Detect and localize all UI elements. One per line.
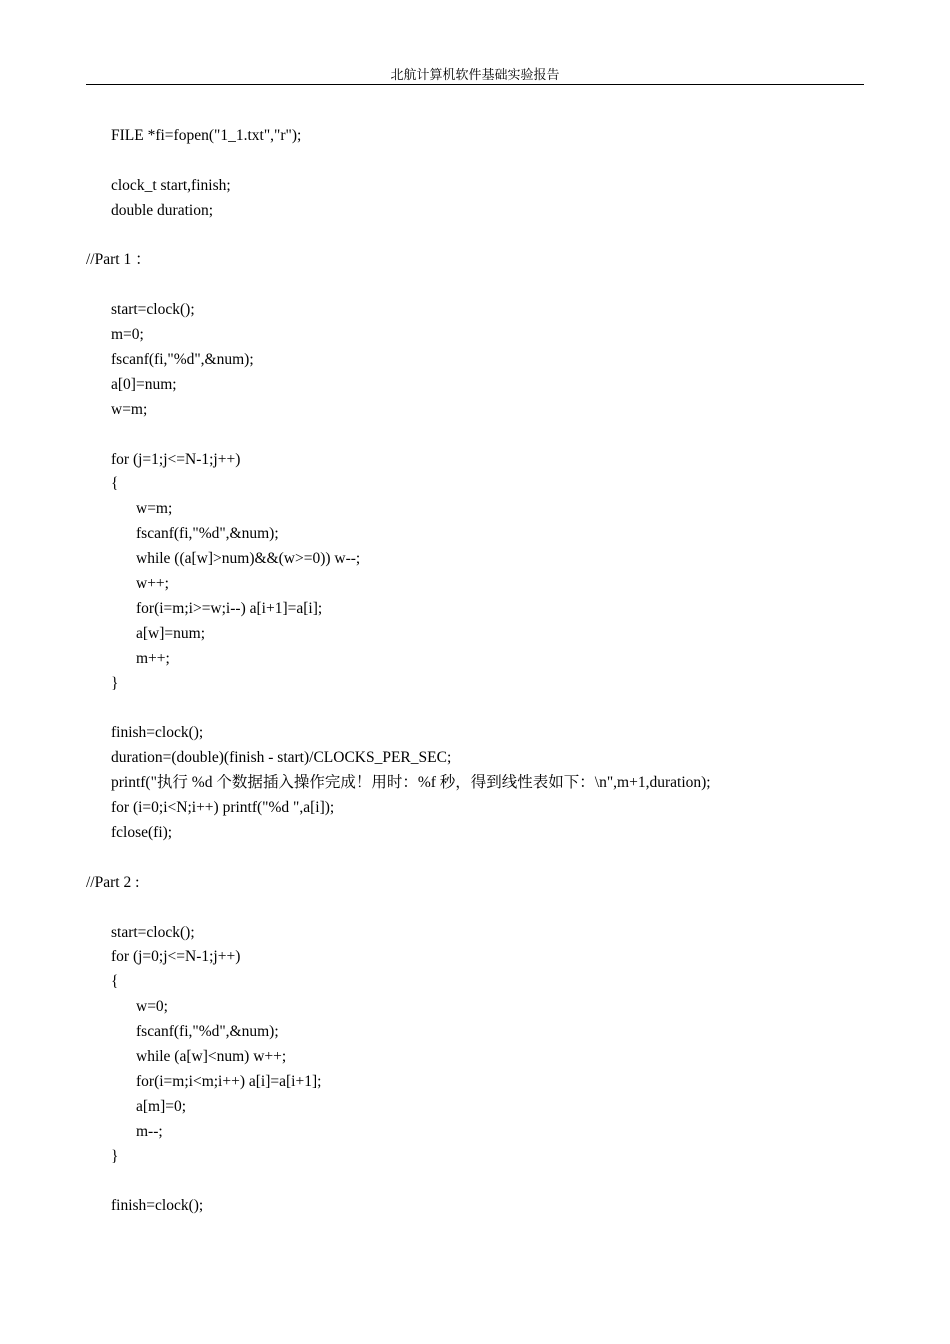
blank-line: [86, 149, 864, 174]
code-line: m=0;: [111, 326, 144, 344]
code-line: fscanf(fi,"%d",&num);: [136, 1023, 279, 1041]
code-line: a[m]=0;: [136, 1097, 187, 1115]
code-line: for (j=0;j<=N-1;j++): [111, 948, 241, 966]
blank-line: [86, 846, 864, 871]
code-line: for (j=1;j<=N-1;j++): [111, 450, 241, 468]
header-divider: [86, 84, 864, 85]
code-line: }: [111, 1147, 119, 1165]
code-listing: [86, 124, 864, 1219]
code-line: //Part 2 :: [86, 873, 140, 891]
code-line: }: [111, 674, 119, 692]
code-line: w=m;: [136, 500, 173, 518]
code-line: w++;: [136, 575, 169, 593]
code-line: double duration;: [111, 201, 214, 219]
blank-line: [86, 696, 864, 721]
code-line: for (i=0;i<N;i++) printf("%d ",a[i]);: [111, 799, 335, 817]
code-line: fscanf(fi,"%d",&num);: [111, 351, 254, 369]
code-line: {: [111, 973, 119, 991]
code-line: finish=clock();: [111, 1197, 204, 1215]
code-line: w=m;: [111, 400, 148, 418]
code-line: m++;: [136, 649, 170, 667]
blank-line: [86, 273, 864, 298]
code-line: a[0]=num;: [111, 375, 177, 393]
code-line: printf("执行 %d 个数据插入操作完成！用时：%f 秒，得到线性表如下：\n",m+1,duration);: [111, 774, 711, 792]
code-line: FILE *fi=fopen("1_1.txt","r");: [111, 127, 302, 144]
blank-line: [86, 423, 864, 448]
code-line: duration=(double)(finish - start)/CLOCKS_PER_SEC;: [111, 749, 452, 767]
code-line: finish=clock();: [111, 724, 204, 742]
code-line: {: [111, 475, 119, 493]
blank-line: [86, 896, 864, 921]
code-line: clock_t start,finish;: [111, 176, 231, 194]
code-line: m--;: [136, 1122, 163, 1140]
code-line: //Part 1 ：: [86, 251, 151, 269]
code-line: for(i=m;i<m;i++) a[i]=a[i+1];: [136, 1072, 322, 1090]
code-line: start=clock();: [111, 301, 195, 319]
blank-line: [86, 224, 864, 249]
code-line: fclose(fi);: [111, 823, 173, 841]
page-header-title: 北航计算机软件基础实验报告: [390, 67, 560, 82]
code-line: for(i=m;i>=w;i--) a[i+1]=a[i];: [136, 599, 323, 617]
code-line: start=clock();: [111, 923, 195, 941]
code-line: while ((a[w]>num)&&(w>=0)) w--;: [136, 550, 361, 568]
code-line: while (a[w]<num) w++;: [136, 1047, 287, 1065]
code-line: fscanf(fi,"%d",&num);: [136, 525, 279, 543]
blank-line: [86, 1169, 864, 1194]
code-line: w=0;: [136, 998, 168, 1016]
code-line: a[w]=num;: [136, 624, 206, 642]
